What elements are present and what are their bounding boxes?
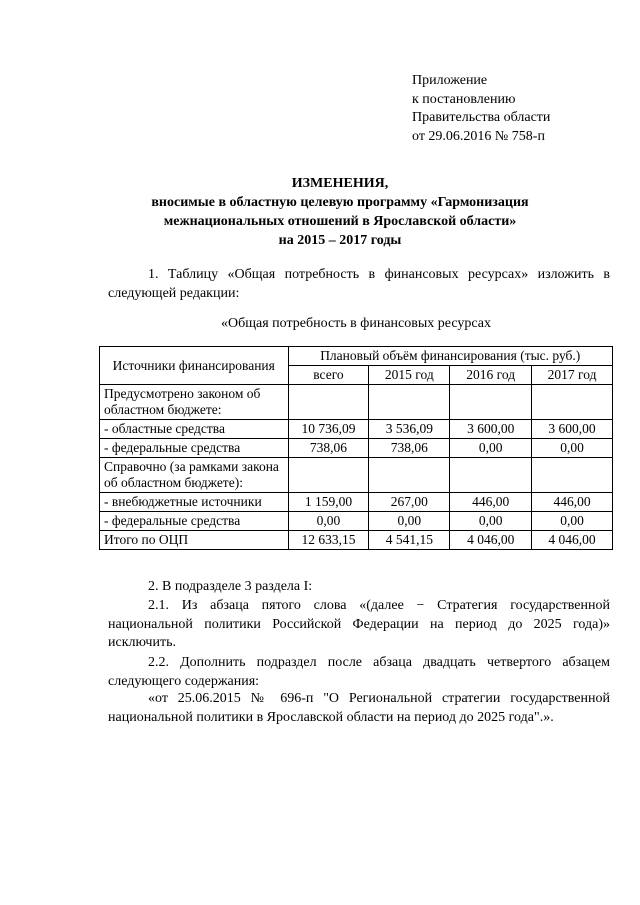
row-value: 4 046,00 — [450, 531, 532, 550]
row-source: Итого по ОЦП — [100, 531, 289, 550]
row-value: 738,06 — [369, 439, 450, 458]
row-source: Предусмотрено законом об областном бюджете: — [100, 385, 289, 420]
row-value — [450, 385, 532, 420]
table-row — [100, 439, 613, 458]
row-value: 3 536,09 — [369, 420, 450, 439]
appendix-block — [412, 72, 550, 146]
row-value — [288, 385, 369, 420]
table-row — [100, 458, 613, 493]
row-value: 0,00 — [532, 439, 613, 458]
appendix-line-4: от 29.06.2016 № 758-п — [412, 128, 545, 144]
document-title — [60, 174, 620, 250]
title-line-3: межнациональных отношений в Ярославской области» — [163, 214, 517, 229]
header-planned: Плановый объём финансирования (тыс. руб.) — [288, 347, 612, 366]
table-caption: «Общая потребность в финансовых ресурсах — [221, 316, 491, 331]
row-value — [450, 458, 532, 493]
financing-table — [99, 346, 613, 550]
table-row — [100, 385, 613, 420]
paragraph-2-1: 2.1. Из абзаца пятого слова «(далее − Стратегия государственной национальной политики Российской Федерации на период до 2025 года)» исключить. — [108, 598, 610, 650]
appendix-line-2: к постановлению — [412, 91, 516, 107]
row-value: 12 633,15 — [288, 531, 369, 550]
appendix-line-3: Правительства области — [412, 110, 551, 125]
subheader-2016: 2016 год — [450, 366, 532, 385]
paragraph-2-3: «от 25.06.2015 № 696-п "О Региональной стратегии государственной национальной политики в Ярославской области на период до 2025 года".». — [108, 691, 610, 725]
row-source: Справочно (за рамками закона об областном бюджете): — [100, 458, 289, 493]
row-value — [369, 385, 450, 420]
table-row-total — [100, 531, 613, 550]
row-source: - федеральные средства — [100, 439, 289, 458]
row-value — [369, 458, 450, 493]
row-value: 0,00 — [288, 512, 369, 531]
row-value: 3 600,00 — [532, 420, 613, 439]
row-value: 738,06 — [288, 439, 369, 458]
row-value: 267,00 — [369, 493, 450, 512]
row-source: - областные средства — [100, 420, 289, 439]
paragraph-2-2: 2.2. Дополнить подраздел после абзаца двадцать четвертого абзацем следующего содержания: — [108, 655, 610, 689]
title-line-4: на 2015 – 2017 годы — [278, 233, 402, 248]
row-value: 3 600,00 — [450, 420, 532, 439]
row-value — [288, 458, 369, 493]
row-value — [532, 385, 613, 420]
subheader-2015: 2015 год — [369, 366, 450, 385]
row-value: 4 541,15 — [369, 531, 450, 550]
subheader-2017: 2017 год — [532, 366, 613, 385]
row-value: 1 159,00 — [288, 493, 369, 512]
title-line-2: вносимые в областную целевую программу «Гармонизация — [151, 195, 529, 210]
row-value: 4 046,00 — [532, 531, 613, 550]
row-value — [532, 458, 613, 493]
title-line-1: ИЗМЕНЕНИЯ, — [291, 176, 389, 191]
row-value: 446,00 — [532, 493, 613, 512]
subheader-total: всего — [288, 366, 369, 385]
row-value: 0,00 — [369, 512, 450, 531]
paragraph-1: 1. Таблицу «Общая потребность в финансовых ресурсах» изложить в следующей редакции: — [108, 267, 610, 301]
row-source: - внебюджетные источники — [100, 493, 289, 512]
header-sources: Источники финансирования — [100, 347, 289, 385]
row-value: 0,00 — [532, 512, 613, 531]
row-value: 446,00 — [450, 493, 532, 512]
appendix-line-1: Приложение — [412, 73, 488, 88]
paragraph-2: 2. В подразделе 3 раздела I: — [148, 579, 313, 594]
table-row — [100, 420, 613, 439]
table-row — [100, 493, 613, 512]
table-row — [100, 512, 613, 531]
row-value: 0,00 — [450, 439, 532, 458]
row-source: - федеральные средства — [100, 512, 289, 531]
row-value: 0,00 — [450, 512, 532, 531]
row-value: 10 736,09 — [288, 420, 369, 439]
